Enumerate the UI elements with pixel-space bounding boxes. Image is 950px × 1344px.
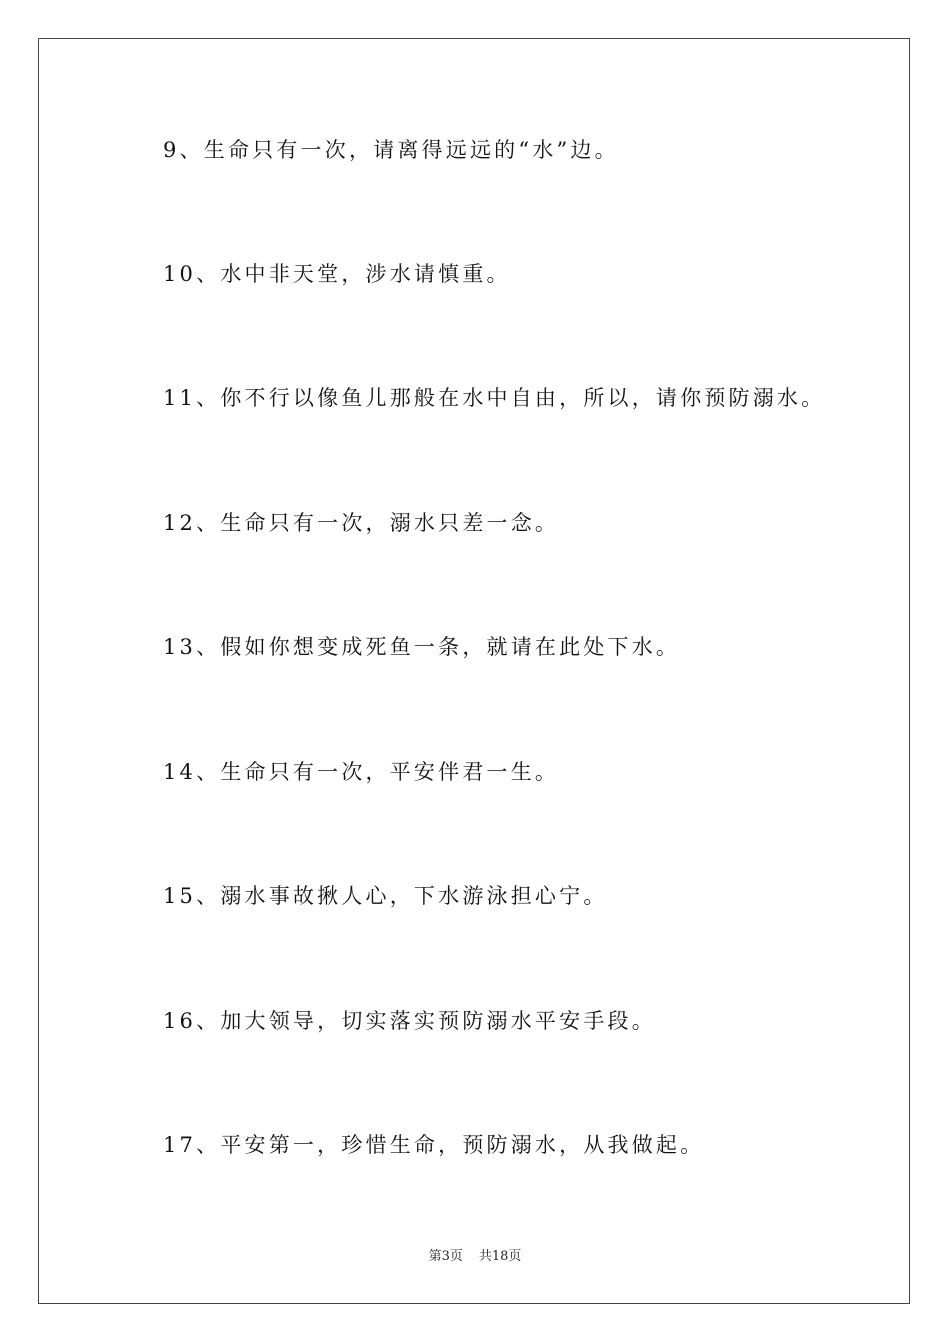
list-item: 14、生命只有一次，平安伴君一生。 [163,760,560,784]
page-footer [0,1248,950,1266]
list-item: 16、加大领导，切实落实预防溺水平安手段。 [163,1009,656,1033]
list-item: 10、水中非天堂，涉水请慎重。 [163,262,511,286]
page-total: 共18页 [478,1249,522,1264]
list-item: 13、假如你想变成死鱼一条，就请在此处下水。 [163,635,681,659]
list-item: 11、你不行以像鱼儿那般在水中自由，所以，请你预防溺水。 [163,386,826,410]
list-item: 9、生命只有一次，请离得远远的“水”边。 [163,138,619,162]
page-border [38,38,910,1304]
page-number: 第3页 [428,1249,463,1264]
list-item: 12、生命只有一次，溺水只差一念。 [163,511,560,535]
list-item: 17、平安第一，珍惜生命，预防溺水，从我做起。 [163,1133,705,1157]
list-item: 15、溺水事故揪人心，下水游泳担心宁。 [163,884,608,908]
